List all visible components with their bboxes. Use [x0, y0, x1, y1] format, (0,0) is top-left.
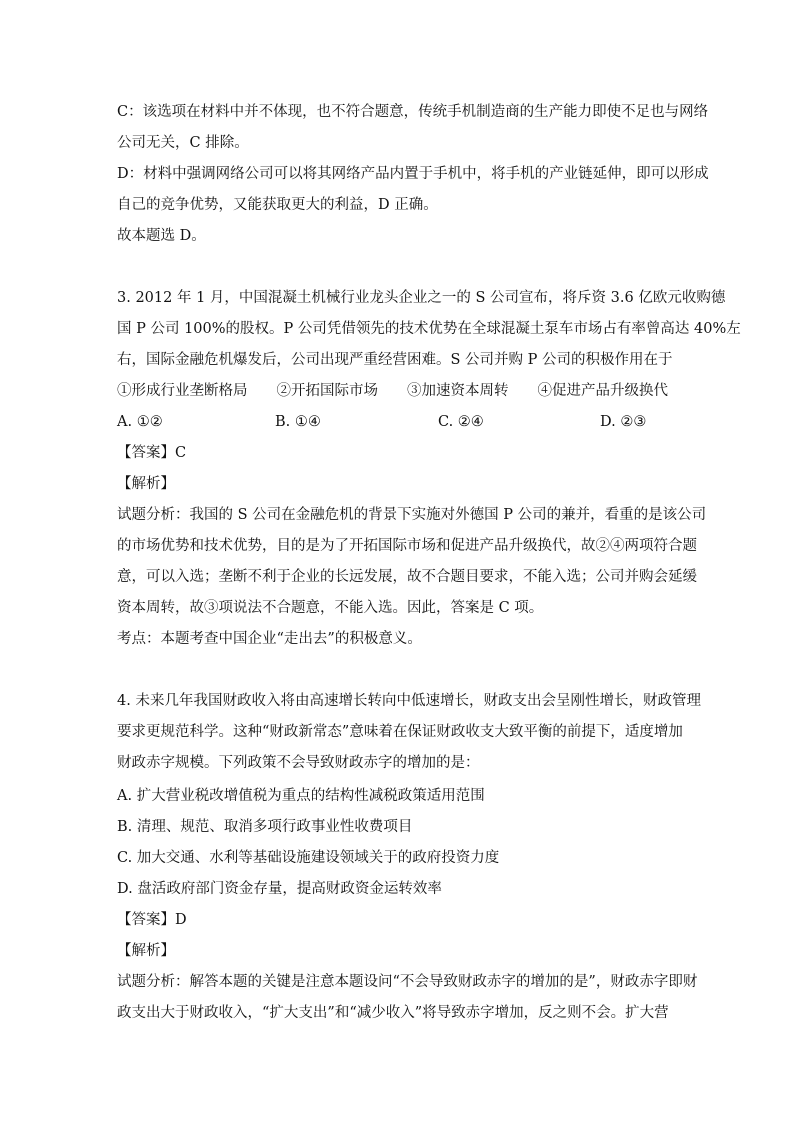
q2-option-d-explanation-line-1: D：材料中强调网络公司可以将其网络产品内置于手机中，将手机的产业链延伸，即可以形成: [117, 166, 709, 182]
q2-option-c-explanation-line-2: 公司无关，C 排除。: [117, 135, 249, 151]
q4-stem-line-2: 要求更规范科学。这种“财政新常态”意味着在保证财政收支大致平衡的前提下，适度增加: [117, 724, 683, 740]
q3-stem-line-2: 国 P 公司 100%的股权。P 公司凭借领先的技术优势在全球混凝土泵车市场占有率曾高达 40%左: [117, 321, 741, 337]
q2-conclusion: 故本题选 D。: [117, 228, 206, 244]
q3-stem-line-1: 3. 2012 年 1 月，中国混凝土机械行业龙头企业之一的 S 公司宣布，将斥资 3.6 亿欧元收购德: [117, 290, 726, 306]
q3-analysis-line-4: 资本周转，故③项说法不合题意，不能入选。因此，答案是 C 项。: [117, 600, 544, 616]
q3-analysis-line-1: 试题分析：我国的 S 公司在金融危机的背景下实施对外德国 P 公司的兼并，看重的是该公司: [117, 507, 707, 523]
q4-analysis-label: 【解析】: [117, 943, 175, 959]
q3-option-a: A. ①②: [117, 414, 163, 430]
q2-option-d-explanation-line-2: 自己的竞争优势，又能获取更大的利益，D 正确。: [117, 197, 438, 213]
q3-choices: ①形成行业垄断格局 ②开拓国际市场 ③加速资本周转 ④促进产品升级换代: [117, 383, 668, 399]
q4-stem-line-3: 财政赤字规模。下列政策不会导致财政赤字的增加的是：: [117, 755, 480, 771]
q4-option-b: B. 清理、规范、取消多项行政事业性收费项目: [117, 819, 413, 835]
q2-option-c-explanation-line-1: C：该选项在材料中并不体现，也不符合题意，传统手机制造商的生产能力即使不足也与网络: [117, 104, 709, 120]
q3-option-c: C. ②④: [438, 414, 484, 430]
q3-kaodian: 考点：本题考查中国企业“走出去”的积极意义。: [117, 631, 422, 647]
q3-analysis-line-2: 的市场优势和技术优势，目的是为了开拓国际市场和促进产品升级换代，故②④两项符合题: [117, 538, 697, 554]
q4-option-a: A. 扩大营业税改增值税为重点的结构性减税政策适用范围: [117, 788, 485, 804]
q3-option-b: B. ①④: [275, 414, 321, 430]
q4-analysis-line-1: 试题分析：解答本题的关键是注意本题设问“不会导致财政赤字的增加的是”，财政赤字即财: [117, 974, 698, 990]
q4-analysis-line-2: 政支出大于财政收入，“扩大支出”和“减少收入”将导致赤字增加，反之则不会。扩大营: [117, 1005, 669, 1021]
q4-option-c: C. 加大交通、水利等基础设施建设领域关于的政府投资力度: [117, 850, 500, 866]
q3-analysis-line-3: 意，可以入选；垄断不利于企业的长远发展，故不合题目要求，不能入选；公司并购会延缓: [117, 569, 697, 585]
q3-answer: 【答案】C: [117, 445, 187, 461]
q4-option-d: D. 盘活政府部门资金存量，提高财政资金运转效率: [117, 881, 442, 897]
q3-stem-line-3: 右，国际金融危机爆发后，公司出现严重经营困难。S 公司并购 P 公司的积极作用在于: [117, 352, 673, 368]
q3-option-d: D. ②③: [600, 414, 647, 430]
q4-stem-line-1: 4. 未来几年我国财政收入将由高速增长转向中低速增长，财政支出会呈刚性增长，财政管理: [117, 693, 701, 709]
q3-analysis-label: 【解析】: [117, 476, 175, 492]
q4-answer: 【答案】D: [117, 912, 187, 928]
